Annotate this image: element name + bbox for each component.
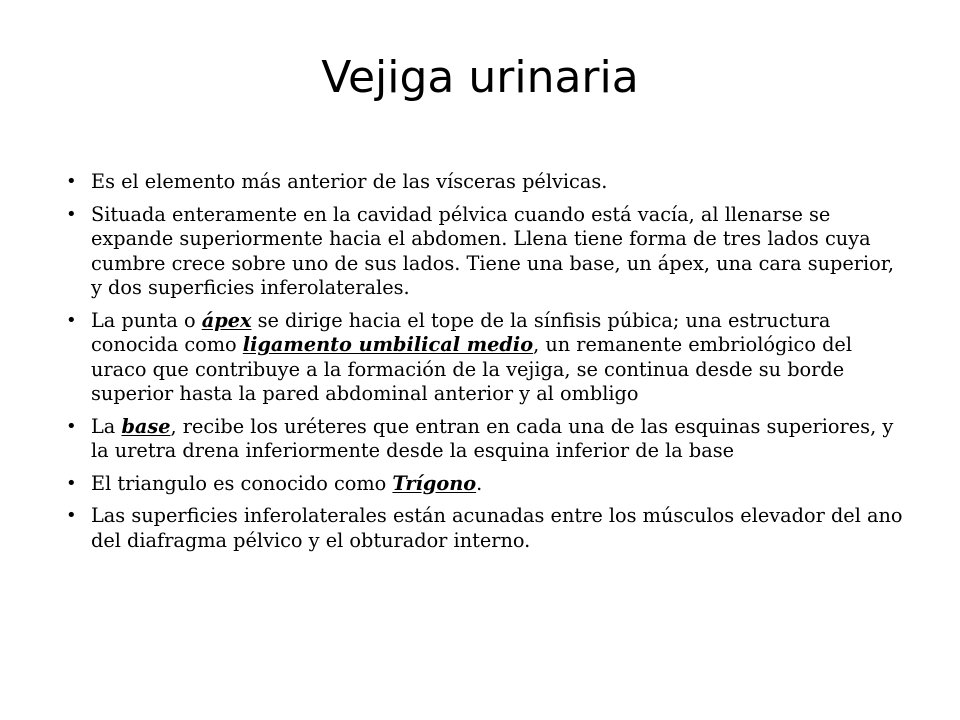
- bullet-item-4: [66, 415, 911, 464]
- bullet-text: Es el elemento más anterior de las vísceras pélvicas.: [91, 170, 608, 193]
- bullet-list: [66, 170, 911, 561]
- bullet-text-part: , recibe los uréteres que entran en cada una de las esquinas superiores, y la uretra drena inferiormente desde la esquina inferior de la base: [91, 414, 894, 462]
- bullet-item-1: [66, 170, 911, 195]
- bullet-item-5: [66, 472, 911, 497]
- bullet-dot-icon: •: [66, 472, 77, 494]
- term-trigono: Trígono: [392, 471, 477, 495]
- bullet-dot-icon: •: [66, 505, 77, 526]
- bullet-text: Las superficies inferolaterales están acunadas entre los músculos elevador del ano del diafragma pélvico y el obturador interno.: [91, 504, 903, 552]
- term-apex: ápex: [201, 308, 252, 332]
- bullet-item-6: [66, 504, 911, 553]
- bullet-dot-icon: •: [66, 415, 77, 437]
- bullet-item-3: [66, 309, 911, 407]
- bullet-text-part: , un remanente embriológico del uraco que contribuye a la formación de la vejiga, se continua desde su borde superior hasta la pared abdominal anterior y al ombligo: [91, 333, 853, 405]
- bullet-text-part: .: [476, 471, 483, 495]
- bullet-dot-icon: •: [66, 203, 77, 225]
- bullet-text: Situada enteramente en la cavidad pélvica cuando está vacía, al llenarse se expande superiormente hacia el abdomen. Llena tiene forma de tres lados cuya cumbre crece sobre uno de sus lados. Tiene una base, un ápex, una cara superior, y dos superficies inferolaterales.: [91, 202, 895, 299]
- bullet-dot-icon: •: [66, 309, 77, 331]
- bullet-text-part: La punta o: [91, 308, 202, 332]
- term-ligamento-umbilical-medio: ligamento umbilical medio: [242, 333, 534, 356]
- slide-title: Vejiga urinaria: [321, 52, 639, 103]
- bullet-text-part: El triangulo es conocido como: [91, 471, 393, 495]
- term-base: base: [121, 414, 171, 438]
- bullet-dot-icon: •: [66, 171, 77, 192]
- bullet-text-part: La: [91, 414, 122, 438]
- bullet-item-2: [66, 203, 911, 301]
- bullet-text-part: se dirige hacia el tope de la sínfisis púbica; una estructura conocida como: [91, 308, 831, 356]
